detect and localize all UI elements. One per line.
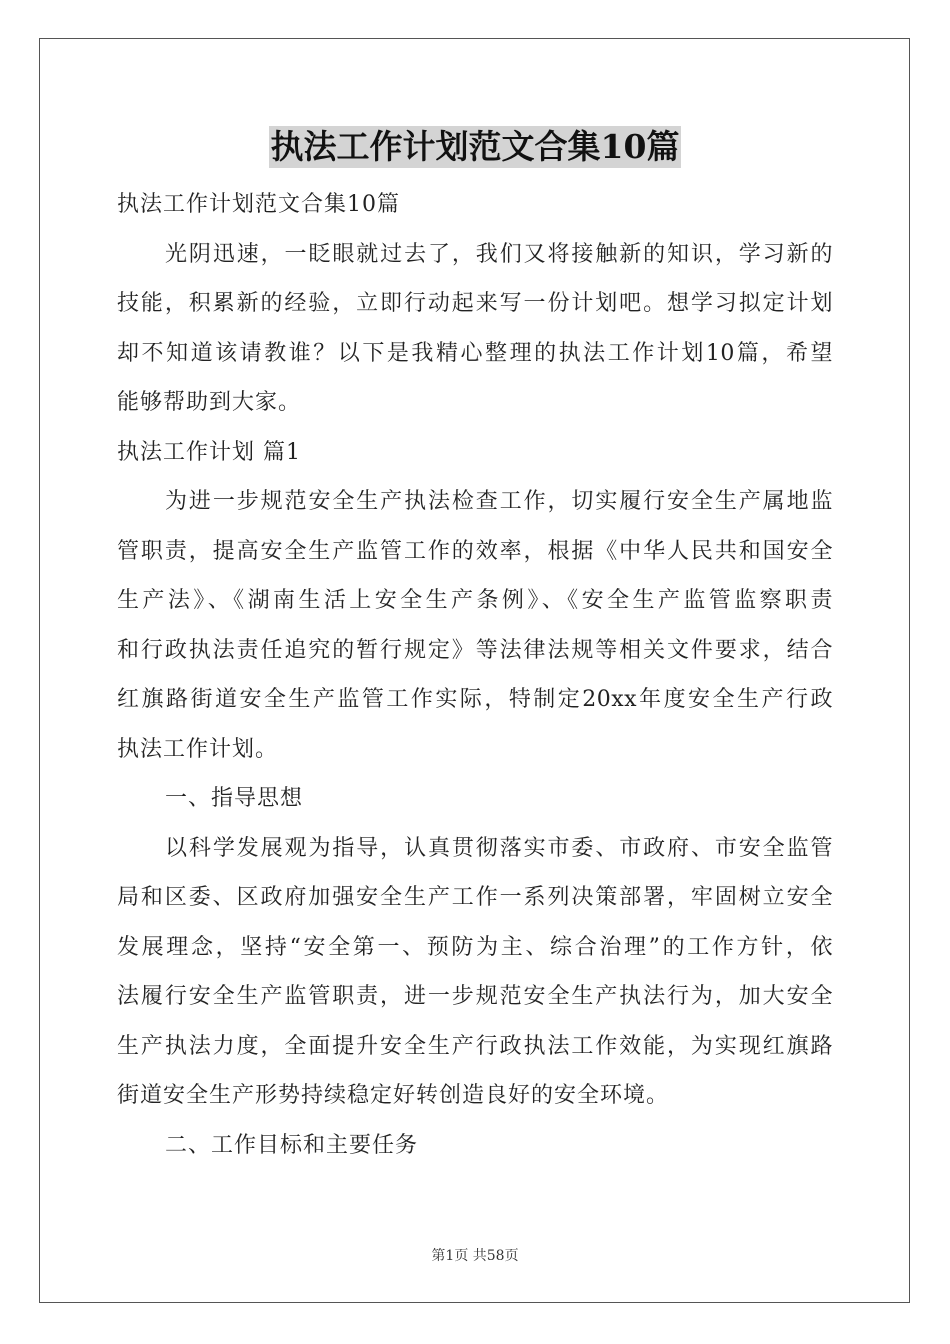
paragraph-line: 技能，积累新的经验，立即行动起来写一份计划吧。想学习拟定计划 (117, 291, 833, 316)
paragraph-line: 街道安全生产形势持续稳定好转创造良好的安全环境。 (117, 1083, 670, 1108)
paragraph-line: 为进一步规范安全生产执法检查工作，切实履行安全生产属地监 (165, 489, 833, 514)
paragraph-line: 光阴迅速，一眨眼就过去了，我们又将接触新的知识，学习新的 (165, 241, 833, 267)
paragraph-line: 执法工作计划。 (117, 736, 279, 762)
paragraph-line: 法履行安全生产监管职责，进一步规范安全生产执法行为，加大安全 (117, 984, 833, 1009)
paragraph-line: 管职责，提高安全生产监管工作的效率，根据《中华人民共和国安全 (117, 538, 833, 564)
paragraph-line: 红旗路街道安全生产监管工作实际，特制定20xx年度安全生产行政 (117, 687, 833, 712)
document-body (117, 180, 833, 1170)
paragraph-line: 生产法》、《湖南生活上安全生产条例》、《安全生产监管监察职责 (117, 588, 833, 613)
paragraph-line: 发展理念，坚持“安全第一、预防为主、综合治理”的工作方针，依 (117, 934, 833, 960)
title-container (0, 126, 950, 168)
paragraph-line: 生产执法力度，全面提升安全生产行政执法工作效能，为实现红旗路 (117, 1033, 833, 1059)
paragraph-line: 和行政执法责任追究的暂行规定》等法律法规等相关文件要求，结合 (117, 637, 833, 663)
document-title: 执法工作计划范文合集10篇 (270, 127, 680, 166)
paragraph-line: 能够帮助到大家。 (117, 390, 302, 415)
paragraph-line: 却不知道该请教谁？以下是我精心整理的执法工作计划10篇，希望 (117, 340, 833, 366)
subtitle-line: 执法工作计划范文合集10篇 (117, 192, 400, 217)
paragraph-line: 以科学发展观为指导，认真贯彻落实市委、市政府、市安全监管 (165, 835, 833, 861)
page-footer: 第1页 共58页 (431, 1248, 519, 1264)
subsection-heading: 一、指导思想 (165, 786, 304, 811)
paragraph-line: 局和区委、区政府加强安全生产工作一系列决策部署，牢固树立安全 (117, 885, 833, 910)
subsection-heading: 二、工作目标和主要任务 (165, 1132, 419, 1158)
section-heading: 执法工作计划 篇1 (117, 439, 301, 465)
